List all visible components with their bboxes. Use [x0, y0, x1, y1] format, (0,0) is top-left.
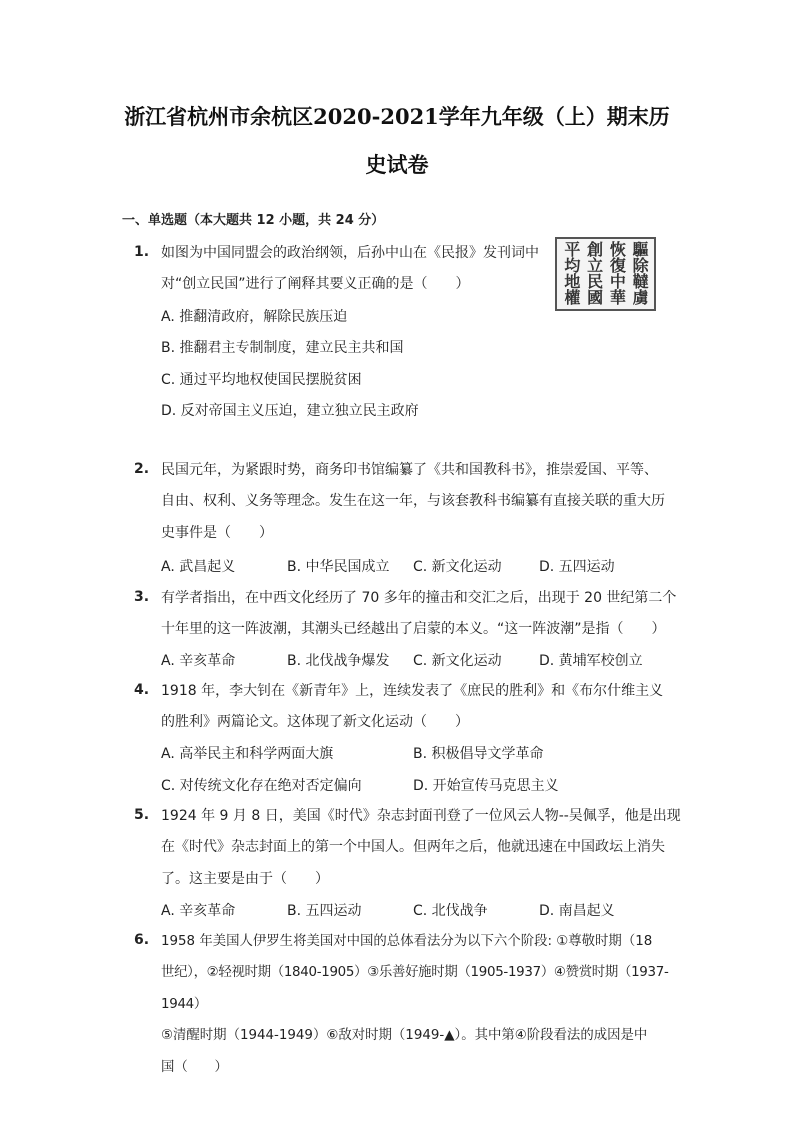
- option-a: A. 辛亥革命: [161, 903, 236, 919]
- question-line: 对“创立民国”进行了阐释其要义正确的是（ ）: [161, 276, 470, 293]
- question-line: ⑤清醒时期（1944-1949）⑥敌对时期（1949-▲）。其中第④阶段看法的成因是中: [161, 1028, 648, 1044]
- question-line: 1924 年 9 月 8 日，美国《时代》杂志封面刊登了一位风云人物--吴佩孚，他是出现: [161, 808, 681, 824]
- option-d: D. 五四运动: [539, 559, 615, 575]
- question-line: 如图为中国同盟会的政治纲领，后孙中山在《民报》发刊词中: [161, 245, 539, 261]
- question-line: 民国元年，为紧跟时势，商务印书馆编纂了《共和国教科书》，推崇爱国、平等、: [161, 462, 658, 478]
- question-number: 3.: [134, 589, 150, 605]
- seal-column: [631, 241, 648, 307]
- option-c: C. 新文化运动: [413, 653, 502, 669]
- question-text: [161, 238, 581, 301]
- title-line-2: 史试卷: [365, 152, 429, 177]
- option-a: A. 高举民主和科学两面大旗: [161, 746, 334, 762]
- question-line: 十年里的这一阵波潮，其潮头已经越出了启蒙的本义。“这一阵波潮”是指（ ）: [161, 621, 666, 638]
- option-a: A. 辛亥革命: [161, 653, 236, 669]
- question-text: [161, 455, 681, 549]
- option-d: D. 反对帝国主义压迫，建立独立民主政府: [161, 403, 419, 419]
- question-line: 自由、权利、义务等理念。发生在这一年，与该套教科书编纂有直接关联的重大历: [161, 493, 665, 510]
- question-number: 1.: [134, 244, 150, 260]
- option-c: C. 通过平均地权使国民摆脱贫困: [161, 372, 362, 388]
- question-line: 1958 年美国人伊罗生将美国对中国的总体看法分为以下六个阶段: ①尊敬时期（18: [161, 934, 653, 949]
- question-line: 史事件是（ ）: [161, 524, 273, 541]
- option-d: D. 开始宣传马克思主义: [413, 778, 559, 794]
- question-number: 6.: [134, 932, 150, 948]
- option-c: C. 新文化运动: [413, 559, 502, 575]
- option-b: B. 推翻君主专制制度，建立民主共和国: [161, 340, 404, 356]
- section-heading: 一、单选题（本大题共 12 小题，共 24 分）: [122, 213, 385, 228]
- option-c: C. 北伐战争: [413, 903, 488, 919]
- question-text: [161, 583, 681, 646]
- seal-text: 創立民國: [584, 241, 604, 305]
- seal-text: 平均地權: [561, 241, 581, 305]
- document-title: [0, 93, 794, 189]
- question-number: 5.: [134, 807, 150, 823]
- option-b: B. 北伐战争爆发: [287, 653, 390, 669]
- option-a: A. 武昌起义: [161, 559, 236, 575]
- question-line: 的胜利》两篇论文。这体现了新文化运动（ ）: [161, 714, 469, 731]
- question-line: 1918 年，李大钊在《新青年》上，连续发表了《庶民的胜利》和《布尔什维主义: [161, 683, 664, 699]
- option-b: B. 中华民国成立: [287, 559, 390, 575]
- option-c: C. 对传统文化存在绝对否定偏向: [161, 778, 362, 794]
- question-number: 4.: [134, 682, 150, 698]
- question-line: 了。这主要是由于（ ）: [161, 870, 329, 887]
- seal-column: [563, 241, 580, 307]
- option-b: B. 积极倡导文学革命: [413, 746, 544, 762]
- question-line: 有学者指出，在中西文化经历了 70 多年的撞击和交汇之后，出现于 20 世纪第二个: [161, 590, 677, 606]
- question-line: 在《时代》杂志封面上的第一个中国人。但两年之后，他就迅速在中国政坛上消失: [161, 839, 665, 856]
- seal-text: 恢復中華: [607, 241, 627, 305]
- title-line-1: 浙江省杭州市余杭区2020-2021学年九年级（上）期末历: [124, 104, 670, 129]
- question-number: 2.: [134, 461, 150, 477]
- seal-text: 驅除韃虜: [630, 241, 650, 305]
- question-text: [161, 801, 681, 895]
- seal-column: [586, 241, 603, 307]
- option-a: A. 推翻清政府，解除民族压迫: [161, 309, 348, 325]
- question-line: 国（ ）: [161, 1059, 228, 1075]
- question-text: [161, 676, 681, 739]
- tongmenghui-program-seal-image: [555, 237, 656, 311]
- question-line: 世纪），②轻视时期（1840-1905）③乐善好施时期（1905-1937）④赞赏时期（1937-1944）: [161, 965, 669, 1012]
- question-text: [161, 926, 681, 1083]
- option-d: D. 黄埔军校创立: [539, 653, 643, 669]
- seal-column: [608, 241, 625, 307]
- option-d: D. 南昌起义: [539, 903, 615, 919]
- option-b: B. 五四运动: [287, 903, 362, 919]
